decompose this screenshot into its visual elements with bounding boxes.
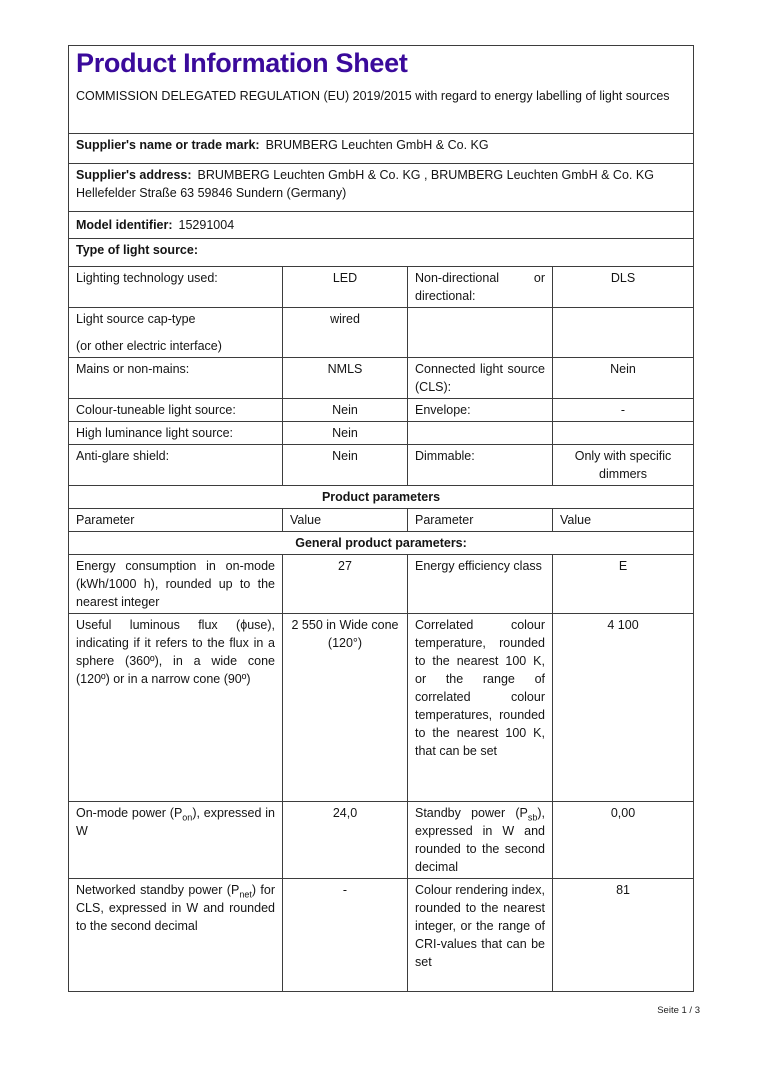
value-cell: - bbox=[553, 399, 694, 422]
param-cell: Correlated colour temperature, rounded to the nearest 100 K, or the range of correlated colour temperatures, rounded to the nearest 100 K, that can be set bbox=[408, 614, 553, 802]
column-headers-row bbox=[69, 509, 694, 532]
column-header-value-1: Value bbox=[283, 509, 408, 532]
supplier-name-label: Supplier's name or trade mark: bbox=[76, 138, 260, 152]
supplier-address-cell bbox=[69, 164, 694, 212]
cap-type-line1: Light source cap-type bbox=[76, 312, 196, 326]
row-high-luminance bbox=[69, 422, 694, 445]
value-cell: DLS bbox=[553, 267, 694, 308]
model-identifier-label: Model identifier: bbox=[76, 218, 173, 232]
empty-cell bbox=[408, 422, 553, 445]
value-cell: - bbox=[283, 879, 408, 992]
supplier-address-row bbox=[69, 164, 694, 212]
param-cell: High luminance light source: bbox=[69, 422, 283, 445]
row-luminous-flux bbox=[69, 614, 694, 802]
value-cell: NMLS bbox=[283, 358, 408, 399]
param-subscript: net bbox=[239, 889, 252, 900]
row-lighting-technology bbox=[69, 267, 694, 308]
value-cell: Nein bbox=[283, 445, 408, 486]
page-title: Product Information Sheet bbox=[76, 48, 408, 78]
param-cell bbox=[408, 802, 553, 879]
supplier-name-row bbox=[69, 134, 694, 164]
column-header-parameter-2: Parameter bbox=[408, 509, 553, 532]
param-subscript: on bbox=[182, 812, 193, 823]
param-cell: Connected light source (CLS): bbox=[408, 358, 553, 399]
product-parameters-heading-row bbox=[69, 486, 694, 509]
row-colour-tuneable bbox=[69, 399, 694, 422]
supplier-name-cell bbox=[69, 134, 694, 164]
regulation-text: COMMISSION DELEGATED REGULATION (EU) 2019/2015 with regard to energy labelling of light sources bbox=[76, 89, 670, 103]
param-subscript: sb bbox=[527, 812, 538, 823]
param-cell: Non-directional or directional: bbox=[408, 267, 553, 308]
param-cell bbox=[69, 308, 283, 358]
value-cell: E bbox=[553, 555, 694, 614]
value-cell: 27 bbox=[283, 555, 408, 614]
model-identifier-row bbox=[69, 212, 694, 239]
title-cell bbox=[69, 46, 694, 134]
value-cell: Nein bbox=[553, 358, 694, 399]
param-cell: Colour rendering index, rounded to the nearest integer, or the range of CRI-values that can be set bbox=[408, 879, 553, 992]
param-cell: Lighting technology used: bbox=[69, 267, 283, 308]
param-cell: Anti-glare shield: bbox=[69, 445, 283, 486]
supplier-address-value: BRUMBERG Leuchten GmbH & Co. KG , BRUMBERG Leuchten GmbH & Co. KG Hellefelder Straße 63 59846 Sundern (Germany) bbox=[76, 168, 654, 200]
value-cell: 4 100 bbox=[553, 614, 694, 802]
row-networked-standby bbox=[69, 879, 694, 992]
param-cell: Energy consumption in on-mode (kWh/1000 h), rounded up to the nearest integer bbox=[69, 555, 283, 614]
param-cell: Energy efficiency class bbox=[408, 555, 553, 614]
page-number: Seite 1 / 3 bbox=[657, 1005, 700, 1016]
value-cell: Nein bbox=[283, 422, 408, 445]
model-identifier-value: 15291004 bbox=[178, 218, 235, 232]
param-text: Standby power (P bbox=[415, 806, 528, 820]
type-of-light-source-row bbox=[69, 239, 694, 267]
param-text: Networked standby power (P bbox=[76, 883, 240, 897]
model-identifier-cell bbox=[69, 212, 694, 239]
param-cell: Dimmable: bbox=[408, 445, 553, 486]
empty-cell bbox=[408, 308, 553, 358]
param-cell: Useful luminous flux (ϕuse), indicating if it refers to the flux in a sphere (360º), in a wide cone (120º) or in a narrow cone (90º) bbox=[69, 614, 283, 802]
product-information-table bbox=[68, 45, 694, 992]
empty-cell bbox=[553, 422, 694, 445]
param-cell: Colour-tuneable light source: bbox=[69, 399, 283, 422]
row-energy-consumption bbox=[69, 555, 694, 614]
supplier-address-label: Supplier's address: bbox=[76, 168, 192, 182]
general-parameters-heading: General product parameters: bbox=[69, 532, 694, 555]
title-block-row bbox=[69, 46, 694, 134]
column-header-parameter-1: Parameter bbox=[69, 509, 283, 532]
param-cell bbox=[69, 802, 283, 879]
param-text: ), expressed in W and rounded to the second decimal bbox=[415, 806, 545, 874]
value-cell: 2 550 in Wide cone (120°) bbox=[283, 614, 408, 802]
product-parameters-heading: Product parameters bbox=[69, 486, 694, 509]
column-header-value-2: Value bbox=[553, 509, 694, 532]
general-parameters-heading-row bbox=[69, 532, 694, 555]
row-anti-glare bbox=[69, 445, 694, 486]
value-cell: wired bbox=[283, 308, 408, 358]
param-cell bbox=[69, 879, 283, 992]
param-cell: Envelope: bbox=[408, 399, 553, 422]
cap-type-line2: (or other electric interface) bbox=[76, 339, 222, 353]
supplier-name-value: BRUMBERG Leuchten GmbH & Co. KG bbox=[265, 138, 489, 152]
empty-cell bbox=[553, 308, 694, 358]
value-cell: 24,0 bbox=[283, 802, 408, 879]
value-cell: 0,00 bbox=[553, 802, 694, 879]
param-text: ) for CLS, expressed in W and rounded to the second decimal bbox=[76, 883, 275, 933]
row-on-mode-power bbox=[69, 802, 694, 879]
param-cell: Mains or non-mains: bbox=[69, 358, 283, 399]
value-cell: LED bbox=[283, 267, 408, 308]
type-of-light-source-heading: Type of light source: bbox=[69, 239, 694, 267]
row-cap-type bbox=[69, 308, 694, 358]
param-text: On-mode power (P bbox=[76, 806, 183, 820]
param-text: ), expressed in W bbox=[76, 806, 275, 838]
row-mains bbox=[69, 358, 694, 399]
value-cell: Only with specific dimmers bbox=[553, 445, 694, 486]
value-cell: Nein bbox=[283, 399, 408, 422]
value-cell: 81 bbox=[553, 879, 694, 992]
